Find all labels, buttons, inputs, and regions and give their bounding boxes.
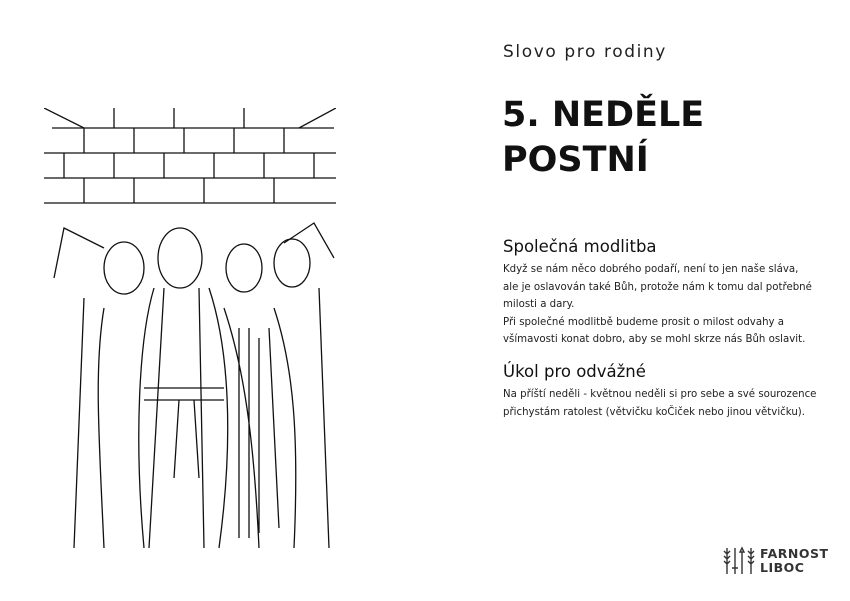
- wheat-sword-icon: [722, 546, 756, 576]
- figures: [54, 223, 334, 548]
- section-heading-prayer: Společná modlitba: [503, 237, 657, 256]
- illustration-jesus-with-crowd: [44, 108, 336, 554]
- logo-line-2: LIBOC: [760, 560, 805, 575]
- title-line-2: POSTNÍ: [502, 140, 649, 180]
- logo-line-1: FARNOST: [760, 546, 829, 561]
- title-line-1: 5. NEDĚLE: [502, 95, 705, 135]
- section-heading-task: Úkol pro odvážné: [503, 362, 646, 381]
- parish-logo: [722, 546, 829, 576]
- page-title: [502, 93, 704, 183]
- page-kicker: Slovo pro rodiny: [503, 42, 667, 62]
- section-body-prayer: Když se nám něco dobrého podaří, není to jen naše sláva, ale je oslavován také Bůh, protože nám k tomu dal potřebné milosti a dary. Při společné modlitbě budeme prosit o milost odvahy a všímavosti konat dobro, aby se mohl skrze nás Bůh oslavit.: [503, 264, 812, 345]
- section-body-task: Na příští neděli - květnou neděli si pro sebe a své sourozence přichystám ratolest (větvičku koČiček nebo jinou větvičku).: [503, 389, 817, 418]
- brick-wall: [44, 108, 336, 203]
